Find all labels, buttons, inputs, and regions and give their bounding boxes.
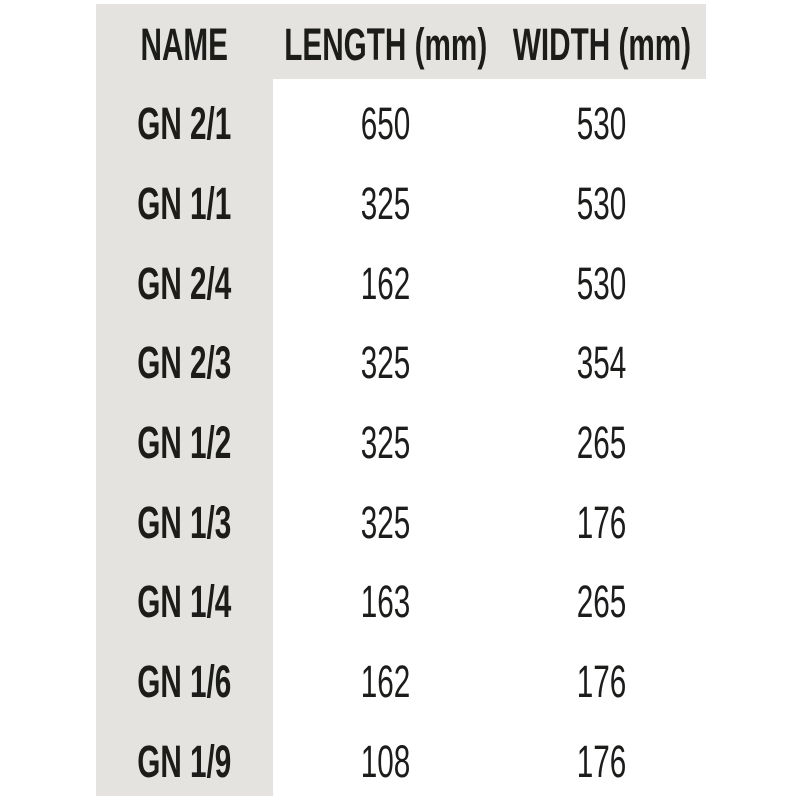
row-name-label: GN 1/2 [137, 417, 232, 469]
row-length-value: 162 [360, 656, 411, 708]
row-name-label: GN 2/3 [137, 337, 232, 389]
header-cell-width [498, 4, 706, 79]
row-width-value: 176 [577, 656, 627, 708]
table-header-row [96, 4, 706, 79]
cell-length [273, 159, 498, 239]
cell-name [96, 716, 273, 796]
cell-width [498, 159, 706, 239]
row-width-value: 265 [577, 576, 627, 628]
cell-width [498, 79, 706, 159]
row-name-label: GN 1/4 [137, 576, 232, 628]
row-width-value: 265 [577, 417, 627, 469]
table-row [96, 398, 706, 478]
row-width-value: 530 [577, 98, 627, 150]
cell-name [96, 477, 273, 557]
cell-width [498, 716, 706, 796]
cell-width [498, 557, 706, 637]
header-cell-length [273, 4, 498, 79]
row-length-value: 108 [360, 735, 411, 787]
header-label-length: LENGTH (mm) [284, 19, 487, 70]
table-row [96, 238, 706, 318]
row-name-label: GN 1/3 [137, 496, 232, 548]
row-name-label: GN 1/9 [137, 735, 232, 787]
table-row [96, 79, 706, 159]
row-length-value: 162 [360, 257, 411, 309]
header-cell-name [96, 4, 273, 79]
row-name-label: GN 1/6 [137, 656, 232, 708]
cell-length [273, 557, 498, 637]
cell-length [273, 716, 498, 796]
table-row [96, 318, 706, 398]
row-length-value: 325 [360, 178, 411, 229]
table-row [96, 716, 706, 796]
cell-length [273, 238, 498, 318]
row-length-value: 325 [360, 417, 411, 469]
cell-length [273, 637, 498, 717]
table-row [96, 159, 706, 239]
row-name-label: GN 1/1 [137, 178, 232, 229]
cell-width [498, 318, 706, 398]
size-chart-table [96, 4, 706, 796]
row-width-value: 176 [577, 735, 627, 787]
cell-name [96, 557, 273, 637]
cell-width [498, 398, 706, 478]
cell-width [498, 637, 706, 717]
cell-name [96, 398, 273, 478]
row-width-value: 176 [577, 496, 627, 548]
cell-name [96, 159, 273, 239]
row-width-value: 354 [577, 337, 627, 389]
cell-length [273, 398, 498, 478]
cell-length [273, 477, 498, 557]
cell-name [96, 238, 273, 318]
table-body [96, 79, 706, 796]
cell-length [273, 79, 498, 159]
row-length-value: 650 [360, 98, 411, 150]
row-length-value: 163 [360, 576, 411, 628]
header-label-name: NAME [140, 19, 229, 70]
row-width-value: 530 [577, 178, 627, 229]
cell-name [96, 79, 273, 159]
row-width-value: 530 [577, 257, 627, 309]
cell-length [273, 318, 498, 398]
cell-name [96, 318, 273, 398]
table-row [96, 637, 706, 717]
table-row [96, 557, 706, 637]
cell-width [498, 477, 706, 557]
row-length-value: 325 [360, 337, 411, 389]
cell-name [96, 637, 273, 717]
header-label-width: WIDTH (mm) [512, 19, 692, 70]
row-name-label: GN 2/1 [137, 98, 232, 150]
cell-width [498, 238, 706, 318]
row-name-label: GN 2/4 [137, 257, 232, 309]
row-length-value: 325 [360, 496, 411, 548]
table-row [96, 477, 706, 557]
